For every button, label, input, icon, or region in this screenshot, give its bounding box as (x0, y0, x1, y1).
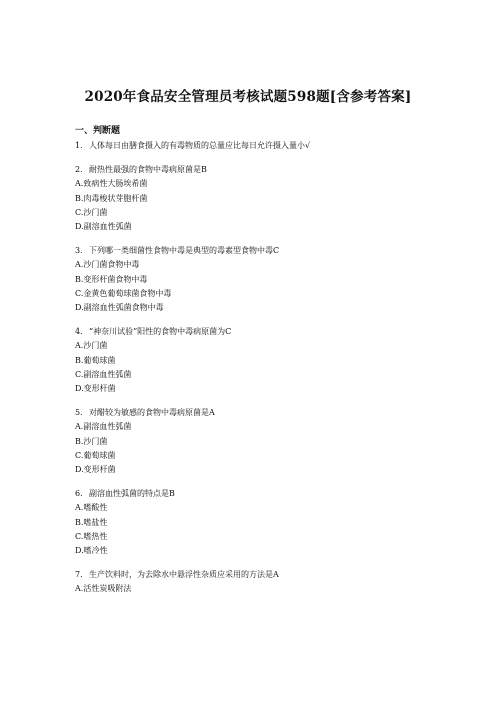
question-text: 生产饮料时，为去除水中悬浮性杂质应采用的方法是A (89, 570, 279, 580)
question-stem (75, 139, 455, 153)
question-text: 下列哪一类细菌性食物中毒是典型的毒素型食物中毒C (89, 246, 280, 256)
answer-option: D.变形杆菌 (75, 465, 116, 475)
answer-option: B.嗜盐性 (75, 517, 108, 527)
answer-option: A.致病性大肠埃希菌 (75, 179, 148, 189)
answer-option: C.葡萄球菌 (75, 450, 116, 460)
question-item (75, 325, 455, 396)
question-stem (75, 568, 455, 582)
question-text: 耐热性最强的食物中毒病原菌是B (89, 165, 207, 175)
answer-option: A.活性炭吸附法 (75, 584, 132, 594)
answer-option: B.变形杆菌食物中毒 (75, 274, 148, 284)
answer-option: A.嗜酸性 (75, 503, 108, 513)
answer-option: D.副溶血性弧菌食物中毒 (75, 303, 164, 313)
answer-option: C.金黄色葡萄球菌食物中毒 (75, 288, 172, 298)
answer-option: A.沙门菌食物中毒 (75, 260, 140, 270)
question-text: 副溶血性弧菌的特点是B (89, 489, 175, 499)
answer-option: A.沙门菌 (75, 341, 108, 351)
question-item (75, 244, 455, 315)
answer-option: D.变形杆菌 (75, 384, 116, 394)
question-list (75, 139, 455, 607)
question-text: 对醋较为敏感的食物中毒病原菌是A (89, 408, 215, 418)
answer-option: B.葡萄球菌 (75, 355, 116, 365)
question-number: 6. (75, 489, 83, 499)
question-number: 4. (75, 327, 83, 337)
question-item (75, 487, 455, 558)
answer-option: D.嗜冷性 (75, 546, 108, 556)
answer-option: C.嗜热性 (75, 531, 108, 541)
question-item (75, 163, 455, 234)
section-heading: 一、判断题 (75, 126, 121, 136)
answer-option: B.肉毒梭状芽胞杆菌 (75, 193, 148, 203)
question-number: 7. (75, 570, 83, 580)
answer-option: A.副溶血性弧菌 (75, 422, 132, 432)
question-number: 2. (75, 165, 83, 175)
question-stem (75, 325, 455, 339)
question-text: “神奈川试验”阳性的食物中毒病原菌为C (89, 327, 232, 337)
question-stem (75, 487, 455, 501)
question-text: 人体每日由膳食摄入的有毒物质的总量应比每日允许摄入量小√ (89, 141, 311, 150)
question-item (75, 406, 455, 477)
answer-option: D.副溶血性弧菌 (75, 222, 132, 232)
answer-option: C.副溶血性弧菌 (75, 369, 132, 379)
question-number: 5. (75, 408, 83, 418)
question-stem (75, 406, 455, 420)
answer-option: B.沙门菌 (75, 436, 108, 446)
question-item (75, 568, 455, 596)
question-number: 3. (75, 246, 83, 256)
question-stem (75, 244, 455, 258)
question-item (75, 139, 455, 153)
question-stem (75, 163, 455, 177)
answer-option: C.沙门菌 (75, 207, 108, 217)
document-title: 2020年食品安全管理员考核试题598题[含参考答案] (84, 89, 412, 105)
question-number: 1. (75, 141, 83, 150)
